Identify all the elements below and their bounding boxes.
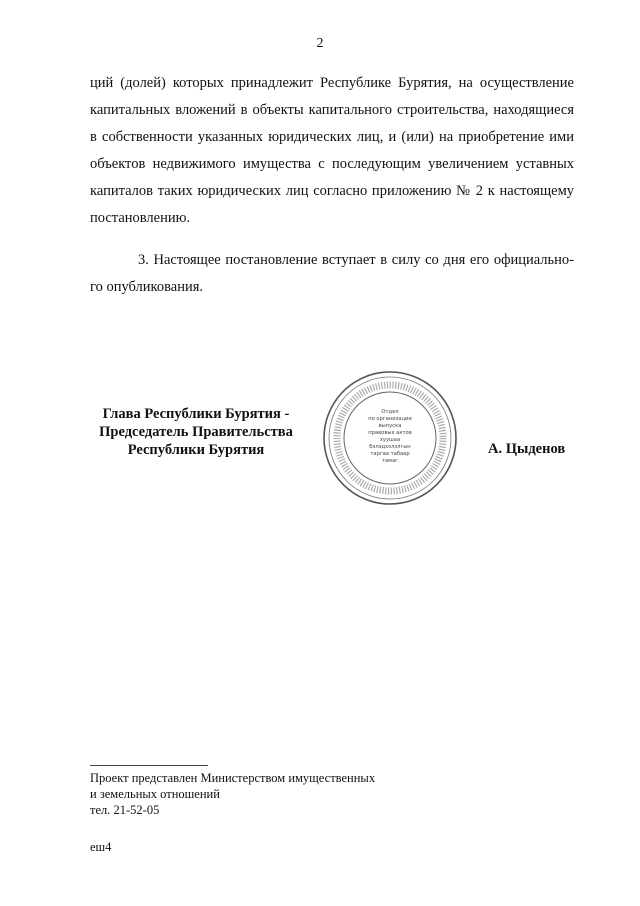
signatory-title [86,405,306,459]
text-line: го опубликования. [90,279,204,295]
text-line: ций (долей) которых принадлежит Республике Бурятия, на осуществление [90,75,574,91]
footnote-line: Проект представлен Министерством имущественных [90,771,376,785]
text-line: 3. Настоящее постановление вступает в силу со дня его официально- [138,252,574,268]
signatory-title-line: Председатель Правительства [99,424,293,440]
seal-text: выпуска [378,423,402,429]
footnote-line: и земельных отношений [90,787,220,801]
document-code: еш4 [90,840,112,854]
seal-text: бэлэдхэлэлгын [369,444,411,450]
signatory-name: А. Цыденов [488,441,566,457]
body-paragraph-3 [90,247,574,301]
signatory-title-line: Республики Бурятия [127,442,265,458]
seal-text: таргаа табаар [370,451,410,457]
text-line: постановлению. [90,210,191,226]
footnote-line: тел. 21-52-05 [90,803,160,817]
page-number: 2 [316,36,324,51]
text-line: в собственности указанных юридических лиц, и (или) на приобретение ими [90,129,574,145]
seal-text: Отдел [381,409,399,415]
text-line: капитальных вложений в объекты капитального строительства, находящиеся [90,102,574,118]
text-line: капиталов таких юридических лиц согласно приложению № 2 к настоящему [90,183,574,199]
seal-text: по организации [368,416,412,422]
footnote [90,770,375,818]
footnote-divider [90,765,208,766]
seal-text: правовых актов [368,430,412,436]
seal-text: хуушаа [379,437,401,443]
seal-text: тамаг [381,458,399,464]
official-seal [320,368,460,508]
text-line: объектов недвижимого имущества с последующим увеличением уставных [90,156,574,172]
body-paragraph-continuation [90,70,574,232]
signatory-title-line: Глава Республики Бурятия - [102,406,290,422]
